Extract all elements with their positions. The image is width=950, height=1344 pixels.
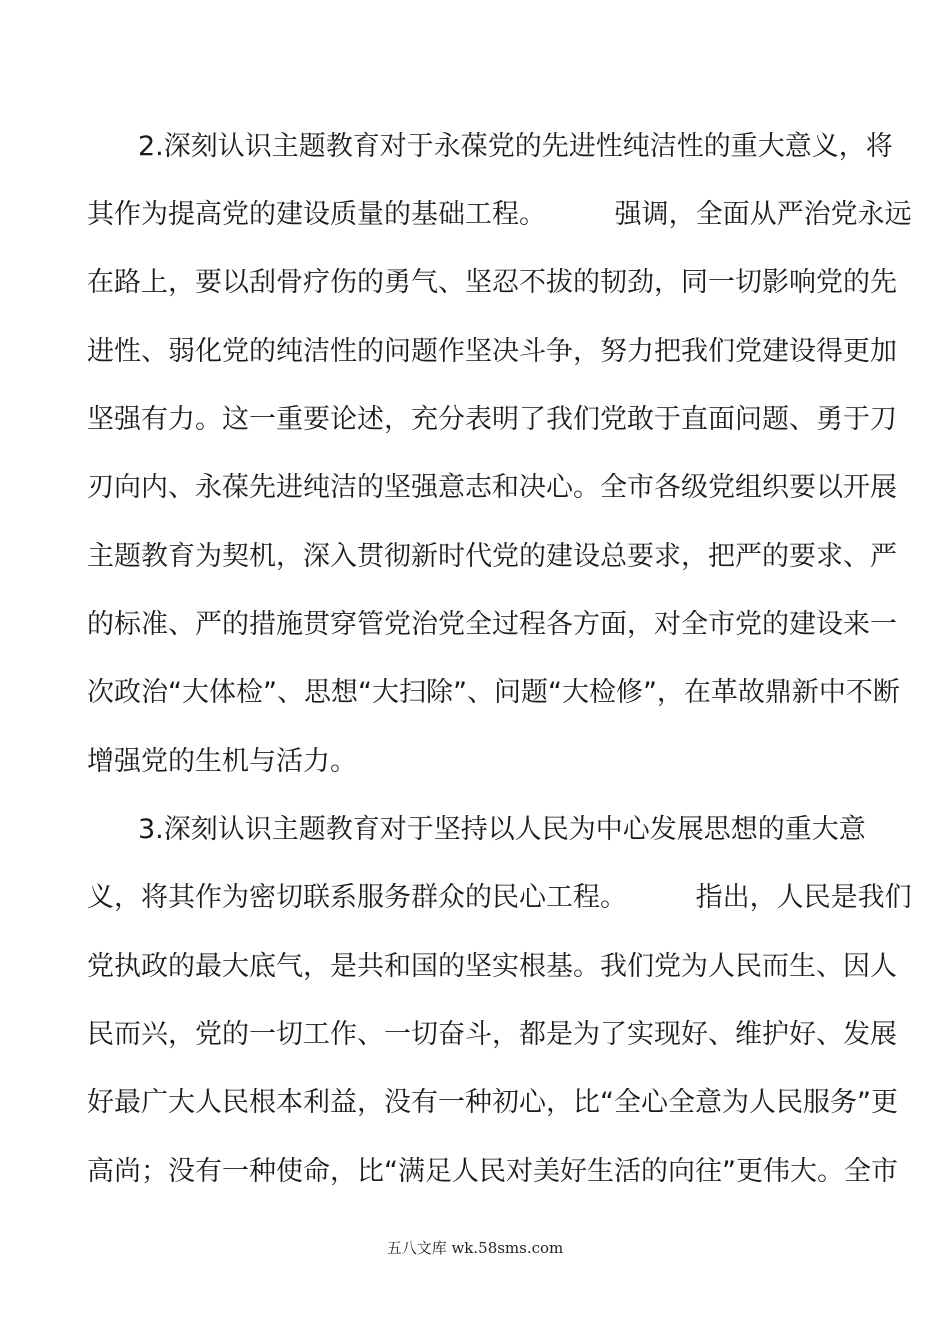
paragraph-1-line-9: 次政治“大体检”、思想“大扫除”、问题“大检修”，在革故鼎新中不断 <box>87 677 900 708</box>
paragraph-1-line-8: 的标准、严的措施贯穿管党治党全过程各方面，对全市党的建设来一 <box>87 609 897 640</box>
paragraph-1-line-3: 在路上，要以刮骨疗伤的勇气、坚忍不拔的韧劲，同一切影响党的先 <box>87 267 897 298</box>
paragraph-2-line-3: 党执政的最大底气，是共和国的坚实根基。我们党为人民而生、因人 <box>87 951 897 982</box>
paragraph-2-line-4: 民而兴，党的一切工作、一切奋斗，都是为了实现好、维护好、发展 <box>87 1019 897 1050</box>
paragraph-1-line-7: 主题教育为契机，深入贯彻新时代党的建设总要求，把严的要求、严 <box>87 541 897 572</box>
paragraph-2-line-2: 义，将其作为密切联系服务群众的民心工程。 指出，人民是我们 <box>87 882 912 913</box>
paragraph-2-line-1: 3.深刻认识主题教育对于坚持以人民为中心发展思想的重大意 <box>138 814 866 845</box>
footer-watermark: 五八文库 wk.58sms.com <box>386 1239 564 1257</box>
paragraph-1-line-2: 其作为提高党的建设质量的基础工程。 强调，全面从严治党永远 <box>87 199 912 230</box>
paragraph-1-line-1: 2.深刻认识主题教育对于永葆党的先进性纯洁性的重大意义，将 <box>138 131 893 162</box>
paragraph-1-line-5: 坚强有力。这一重要论述，充分表明了我们党敢于直面问题、勇于刀 <box>87 404 897 435</box>
paragraph-1-line-10: 增强党的生机与活力。 <box>87 746 357 777</box>
paragraph-2-line-5: 好最广大人民根本利益，没有一种初心，比“全心全意为人民服务”更 <box>87 1087 898 1118</box>
paragraph-1-line-6: 刃向内、永葆先进纯洁的坚强意志和决心。全市各级党组织要以开展 <box>87 472 897 503</box>
paragraph-2-line-6: 高尚；没有一种使命，比“满足人民对美好生活的向往”更伟大。全市 <box>87 1156 898 1187</box>
paragraph-1-line-4: 进性、弱化党的纯洁性的问题作坚决斗争，努力把我们党建设得更加 <box>87 336 897 367</box>
